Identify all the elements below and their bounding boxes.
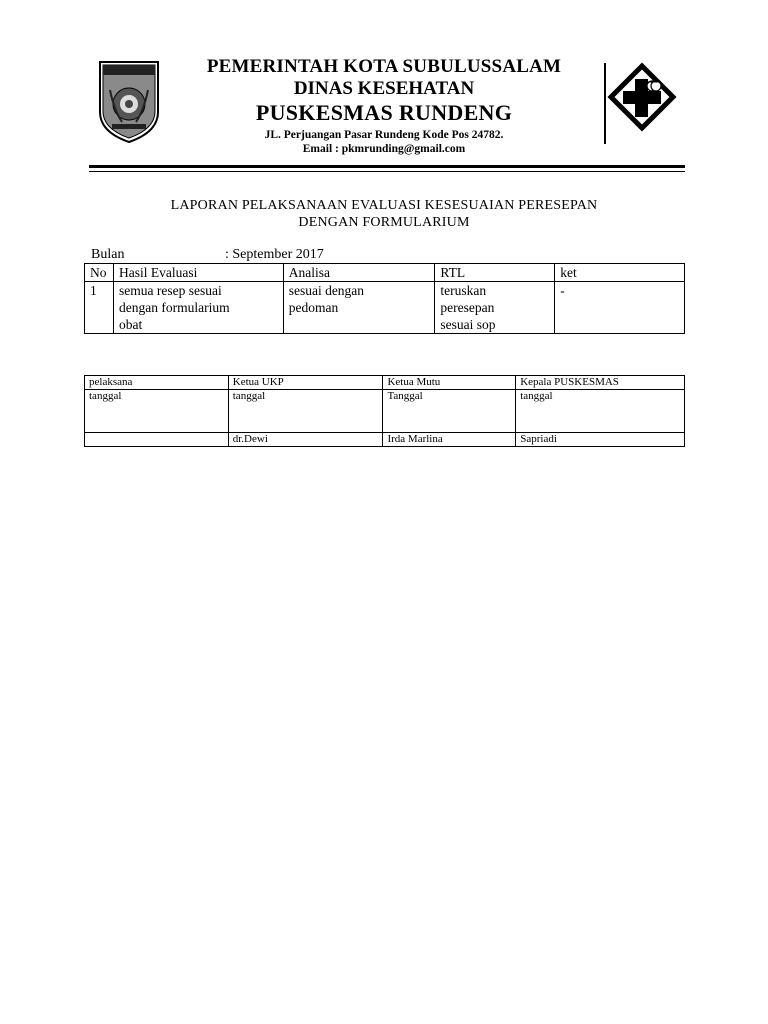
month-value: : September 2017 bbox=[225, 247, 324, 262]
date-ketua-ukp: tanggal bbox=[228, 390, 383, 433]
header-hasil-evaluasi: Hasil Evaluasi bbox=[113, 264, 283, 282]
hasil-line: semua resep sesuai bbox=[118, 283, 222, 298]
email: Email : pkmrunding@gmail.com bbox=[302, 143, 466, 155]
role-kepala-puskesmas: Kepala PUSKESMAS bbox=[516, 376, 685, 390]
header-analisa: Analisa bbox=[283, 264, 435, 282]
role-pelaksana: pelaksana bbox=[85, 376, 229, 390]
analisa-line: pedoman bbox=[288, 300, 339, 315]
hasil-line: dengan formularium bbox=[118, 300, 230, 315]
report-title-line1: LAPORAN PELAKSANAAN EVALUASI KESESUAIAN PERESEPAN bbox=[170, 198, 598, 213]
cell-ket: - bbox=[555, 282, 685, 334]
puskesmas-name: PUSKESMAS RUNDENG bbox=[255, 100, 513, 125]
cell-hasil-evaluasi bbox=[113, 282, 283, 334]
name-ketua-ukp: dr.Dewi bbox=[228, 433, 383, 447]
kota-subulussalam-emblem bbox=[98, 60, 160, 144]
hasil-line: obat bbox=[118, 317, 143, 332]
role-ketua-ukp: Ketua UKP bbox=[228, 376, 383, 390]
date-pelaksana: tanggal bbox=[85, 390, 229, 433]
name-kepala-puskesmas: Sapriadi bbox=[516, 433, 685, 447]
rtl-line: peresepan bbox=[440, 300, 495, 315]
rtl-line: teruskan bbox=[440, 283, 487, 298]
department-name: DINAS KESEHATAN bbox=[293, 78, 475, 99]
month-row bbox=[91, 246, 324, 263]
table-row bbox=[85, 282, 685, 334]
evaluation-table bbox=[84, 263, 685, 334]
role-ketua-mutu: Ketua Mutu bbox=[383, 376, 516, 390]
signature-dates-row bbox=[85, 390, 685, 433]
cell-rtl bbox=[435, 282, 555, 334]
signature-names-row bbox=[85, 433, 685, 447]
signature-table bbox=[84, 375, 685, 447]
puskesmas-logo bbox=[603, 60, 681, 146]
date-ketua-mutu: Tanggal bbox=[383, 390, 516, 433]
cell-analisa bbox=[283, 282, 435, 334]
signature-roles-row bbox=[85, 376, 685, 390]
government-name: PEMERINTAH KOTA SUBULUSSALAM bbox=[206, 56, 562, 77]
date-kepala-puskesmas: tanggal bbox=[516, 390, 685, 433]
name-pelaksana bbox=[85, 433, 229, 447]
header-no: No bbox=[85, 264, 114, 282]
report-title-line2: DENGAN FORMULARIUM bbox=[298, 215, 470, 230]
name-ketua-mutu: Irda Marlina bbox=[383, 433, 516, 447]
analisa-line: sesuai dengan bbox=[288, 283, 365, 298]
cell-no: 1 bbox=[85, 282, 114, 334]
month-label: Bulan bbox=[91, 247, 125, 262]
header-divider-thin bbox=[89, 171, 685, 172]
header-rtl: RTL bbox=[435, 264, 555, 282]
header-divider-thick bbox=[89, 165, 685, 168]
header-ket: ket bbox=[555, 264, 685, 282]
rtl-line: sesuai sop bbox=[440, 317, 496, 332]
table-header-row bbox=[85, 264, 685, 282]
letterhead bbox=[160, 56, 608, 156]
report-title bbox=[84, 197, 684, 231]
address: JL. Perjuangan Pasar Rundeng Kode Pos 24782. bbox=[264, 129, 504, 141]
